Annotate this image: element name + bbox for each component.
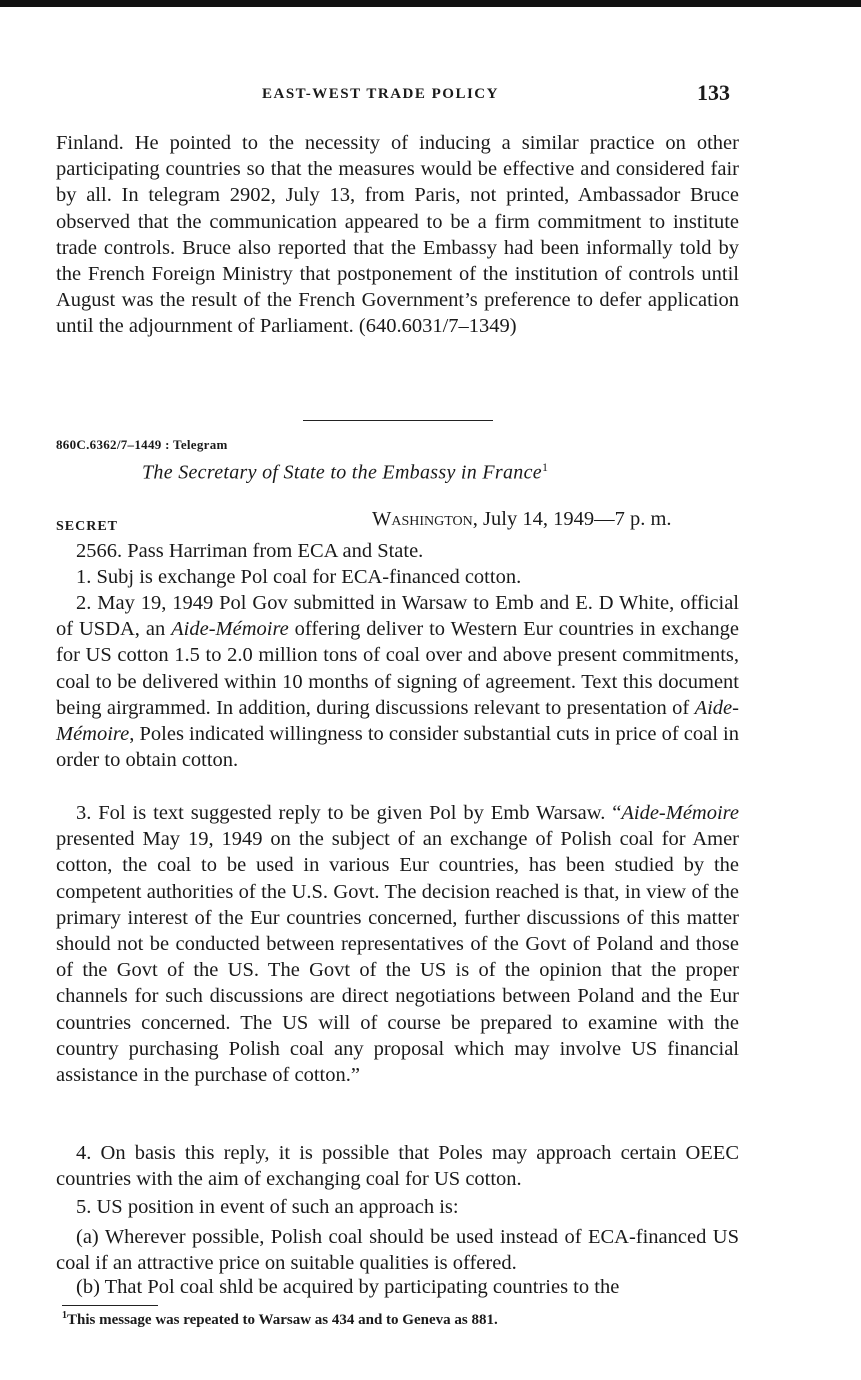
footnote-text: This message was repeated to Warsaw as 434 and to Geneva as 881. — [67, 1312, 498, 1328]
dateline — [372, 508, 672, 531]
dateline-place: Washington — [372, 508, 473, 530]
paragraph-2-text-b: offering deliver to Western Eur countries in exchange for US cotton 1.5 to 2.0 million tons of coal over and above present commitments, coal to be delivered within 10 months of signing of agreement. Text this document being airgrammed. In addition, during discussions relevant to presentation of — [56, 618, 739, 719]
footnote-rule — [62, 1305, 158, 1306]
subject-paragraph: 1. Subj is exchange Pol coal for ECA-financed cotton. — [76, 566, 522, 588]
running-head: EAST-WEST TRADE POLICY — [262, 86, 499, 102]
classification-marking: SECRET — [56, 519, 119, 534]
page-number: 133 — [697, 80, 730, 105]
paragraph-3 — [56, 800, 739, 1088]
footnote-marker: 1 — [62, 1310, 67, 1321]
paragraph-3-text-b: presented May 19, 1949 on the subject of an exchange of Polish coal for Amer cotton, the coal to be used in various Eur countries, has been studied by the competent authorities of the U.S. Govt. The decision reached is that, in view of the primary interest of the Eur countries concerned, further discussions of this matter should not be conducted between representatives of the Govt of Poland and those of the Govt of the US. The Govt of the US is of the opinion that the proper channels for such discussions are direct negotiations between Poland and the Eur countries concerned. The US will of course be prepared to examine with the country purchasing Polish coal any proposal which may involve US financial assistance in the purchase of cotton.” — [56, 828, 739, 1087]
document-file-number: 860C.6362/7–1449 : Telegram — [56, 437, 228, 452]
subparagraph-a — [56, 1224, 739, 1276]
aide-memoire-term: Aide-Mémoire — [56, 696, 739, 746]
title-footnote-ref: 1 — [541, 460, 549, 474]
paragraph-2-text-a: 2. May 19, 1949 Pol Gov submitted in Warsaw to Emb and E. D White, official of USDA, an — [56, 592, 739, 641]
footnote — [62, 1310, 498, 1329]
section-divider — [303, 420, 493, 421]
aide-memoire-term: Aide-Mémoire — [171, 618, 289, 641]
subparagraph-b — [56, 1274, 739, 1300]
subparagraph-b-label: (b) — [76, 1276, 100, 1298]
scan-top-edge — [0, 0, 861, 7]
subparagraph-a-text: Wherever possible, Polish coal should be used instead of ECA-financed US coal if an attractive price on suitable qualities is offered. — [56, 1226, 739, 1275]
telegram-number-paragraph: 2566. Pass Harriman from ECA and State. — [76, 540, 424, 562]
subparagraph-a-label: (a) — [76, 1226, 99, 1248]
dateline-date: , July 14, 1949—7 p. m. — [472, 508, 672, 530]
document-title — [142, 460, 548, 485]
document-title-text: The Secretary of State to the Embassy in France — [142, 461, 542, 484]
paragraph-3-text-a: 3. Fol is text suggested reply to be given Pol by Emb Warsaw. “ — [76, 802, 622, 824]
paragraph-4: 4. On basis this reply, it is possible that Poles may approach certain OEEC countries with the aim of exchanging coal for US cotton. — [56, 1142, 739, 1191]
aide-memoire-term: Aide-Mémoire — [621, 802, 739, 824]
subparagraph-b-text: That Pol coal shld be acquired by participating countries to the — [99, 1276, 620, 1298]
intro-paragraph: Finland. He pointed to the necessity of inducing a similar practice on other participating countries so that the measures would be effective and considered fair by all. In telegram 2902, July 13, from Paris, not printed, Ambassador Bruce observed that the communication appeared to be a firm commitment to institute trade controls. Bruce also reported that the Embassy had been informally told by the French Foreign Ministry that postponement of the institution of controls until August was the result of the French Government’s preference to defer application until the adjournment of Parliament. (640.6031/7–1349) — [56, 132, 739, 338]
paragraph-2 — [56, 590, 739, 773]
paragraph-2-text-c: , Poles indicated willingness to consider substantial cuts in price of coal in order to obtain cotton. — [56, 723, 740, 772]
paragraph-5: 5. US position in event of such an approach is: — [76, 1196, 459, 1218]
